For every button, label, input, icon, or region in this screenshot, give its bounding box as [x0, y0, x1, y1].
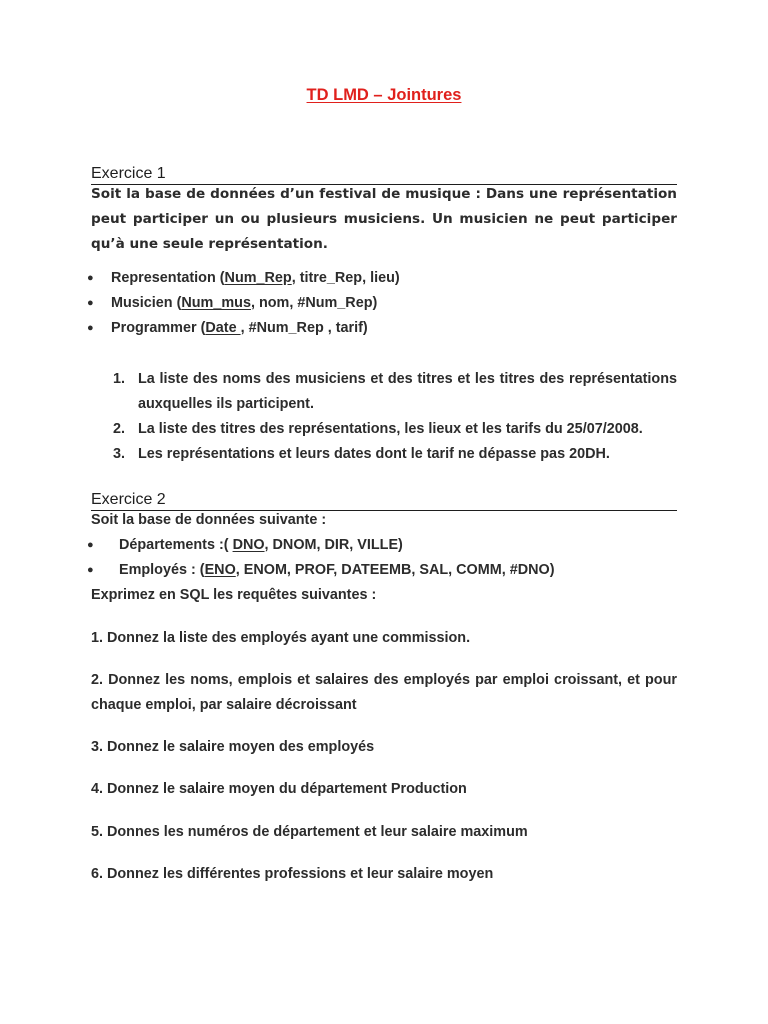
table-name: Representation ( [111, 270, 225, 286]
exercise-2-intro: Soit la base de données suivante : [91, 512, 327, 528]
list-item [87, 266, 677, 291]
exercise-1-intro: Soit la base de données d’un festival de musique : Dans une représentation peut participer un ou plusieurs musiciens. Un musicien ne peut participer qu’à une seule représentation. [91, 186, 677, 252]
exercise-1-table-list [87, 266, 677, 341]
document-title: TD LMD – Jointures [306, 86, 462, 104]
exercise-1-heading: Exercice 1 [91, 164, 677, 185]
exercise-2-question-6: 6. Donnez les différentes professions et leur salaire moyen [91, 866, 494, 882]
primary-key: DNO [232, 537, 265, 553]
list-item [91, 367, 677, 417]
bullet-icon: ● [87, 539, 94, 551]
exercise-2-question-4: 4. Donnez le salaire moyen du département Production [91, 781, 467, 797]
question-text: La liste des noms des musiciens et des titres et les titres des représentations auxquelles ils participent. [138, 371, 677, 412]
primary-key: Date [205, 320, 241, 336]
table-name: Musicien ( [111, 295, 182, 311]
exercise-2-heading: Exercice 2 [91, 490, 677, 511]
exercise-2-table-list [87, 533, 677, 583]
exercise-2-question-3: 3. Donnez le salaire moyen des employés [91, 739, 375, 755]
list-item [87, 291, 677, 316]
exercise-1-questions [91, 367, 677, 467]
primary-key: Num_Rep [224, 270, 292, 286]
question-text: La liste des titres des représentations, les lieux et les tarifs du 25/07/2008. [138, 421, 643, 437]
exercise-2-question-1: 1. Donnez la liste des employés ayant une commission. [91, 630, 471, 646]
bullet-icon: ● [87, 272, 94, 284]
question-number: 2. [113, 421, 126, 437]
table-attributes: , nom, #Num_Rep) [250, 295, 378, 311]
bullet-icon: ● [87, 297, 94, 309]
list-item [87, 558, 677, 583]
table-attributes: , ENOM, PROF, DATEEMB, SAL, COMM, #DNO) [235, 562, 555, 578]
table-name: Programmer ( [111, 320, 206, 336]
table-attributes: , titre_Rep, lieu) [291, 270, 400, 286]
list-item [91, 417, 677, 442]
bullet-icon: ● [87, 322, 94, 334]
document-page [87, 0, 677, 1024]
question-number: 1. [113, 371, 126, 387]
table-attributes: , DNOM, DIR, VILLE) [264, 537, 403, 553]
bullet-icon: ● [87, 564, 94, 576]
table-name: Employés : ( [119, 562, 205, 578]
question-text: Les représentations et leurs dates dont le tarif ne dépasse pas 20DH. [138, 446, 610, 462]
list-item [91, 442, 677, 467]
list-item [87, 316, 677, 341]
question-number: 3. [113, 446, 126, 462]
table-name: Départements :( [119, 537, 233, 553]
table-attributes: , #Num_Rep , tarif) [240, 320, 368, 336]
exercise-2-question-2: 2. Donnez les noms, emplois et salaires des employés par emploi croissant, et pour chaque emploi, par salaire décroissant [91, 672, 677, 713]
exercise-2-instruction: Exprimez en SQL les requêtes suivantes : [91, 587, 377, 603]
list-item [87, 533, 677, 558]
primary-key: Num_mus [181, 295, 251, 311]
exercise-2-question-5: 5. Donnes les numéros de département et leur salaire maximum [91, 824, 528, 840]
primary-key: ENO [204, 562, 236, 578]
